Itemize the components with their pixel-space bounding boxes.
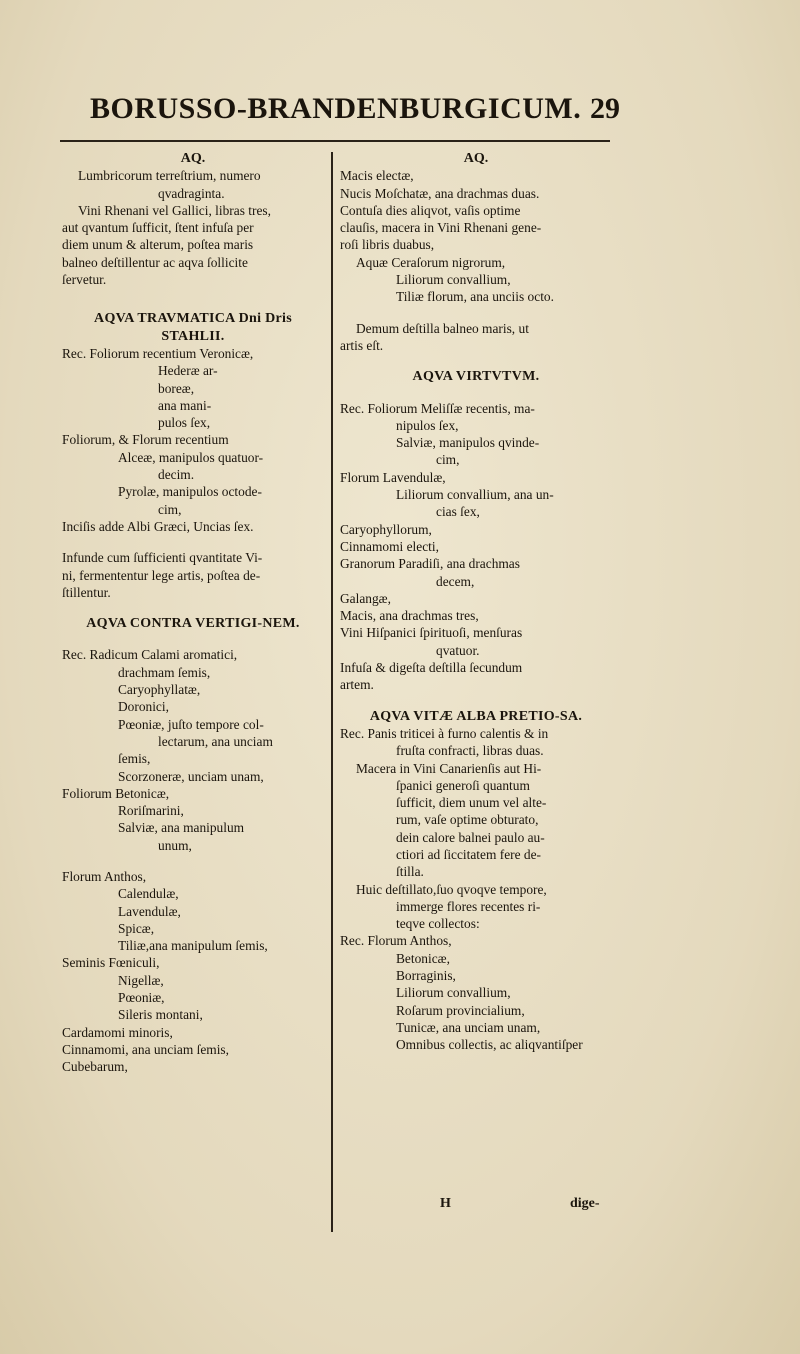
text-line: diem unum & alterum, poſtea maris [62,237,254,253]
spacer [62,854,324,868]
text-line: rum, vaſe optime obturato, [396,812,539,828]
text-line: Inciſis adde Albi Græci, Uncias ſex. [62,518,254,534]
text-line: Cubebarum, [62,1059,128,1075]
text-line: ſervetur. [62,272,107,288]
text-line: cias ſex, [436,504,480,520]
text-line: Betonicæ, [396,950,450,966]
text-line: Hederæ ar- [158,363,218,379]
text-line: Roſarum provincialium, [396,1002,525,1018]
text-line: Alceæ, manipulos quatuor- [118,449,264,465]
text-line: Roriſmarini, [118,803,184,819]
left-catch: AQ. [180,151,206,166]
text-line: ſtillentur. [62,584,111,600]
text-line: Galangæ, [340,590,391,606]
page-number: 29 [590,92,620,125]
text-line: Lumbricorum terreſtrium, numero [78,168,261,184]
text-line: Foliorum, & Florum recentium [62,432,229,448]
text-line: Macis electæ, [340,168,414,184]
text-line: Florum Anthos, [62,868,147,884]
spacer [62,535,324,549]
text-line: roſi libris duabus, [340,237,435,253]
text-line: Salviæ, manipulos qvinde- [396,435,540,451]
text-line: qvadraginta. [158,185,225,201]
text-line: Huic deſtillato,ſuo qvoqve tempore, [356,881,547,897]
text-line: ſufficit, diem unum vel alte- [396,795,547,811]
spacer [340,386,612,400]
text-line: Liliorum convallium, ana un- [396,487,554,503]
text-line: Seminis Fœniculi, [62,955,160,971]
text-line: Rec. Foliorum Meliſſæ recentis, ma- [340,400,535,416]
right-catch: AQ. [463,151,489,166]
text-line: dein calore balnei paulo au- [396,829,545,845]
text-line: Pyrolæ, manipulos octode- [118,484,262,500]
signature-mark: H [440,1196,451,1211]
text-line: Rec. Florum Anthos, [340,933,452,949]
text-line: decem, [436,573,475,589]
text-line: unum, [158,837,192,853]
text-line: Sileris montani, [118,1007,203,1023]
running-title: BORUSSO-BRANDENBURGICUM. [90,92,582,125]
text-line: Vini Rhenani vel Gallici, libras tres, [78,202,271,218]
text-line: nipulos ſex, [396,417,459,433]
text-line: ſemis, [118,751,151,767]
text-line: Cinnamomi electi, [340,538,439,554]
text-line: Doronici, [118,699,169,715]
text-line: teqve collectos: [396,916,480,932]
text-line: qvatuor. [436,642,480,658]
spacer [340,694,612,708]
text-line: lectarum, ana unciam [158,733,273,749]
text-line: boreæ, [158,380,195,396]
text-line: Borraginis, [396,968,456,984]
text-line: Infuſa & digeſta deſtilla ſecundum [340,660,523,676]
text-line: Nucis Moſchatæ, ana drachmas duas. [340,185,540,201]
text-line: Macis, ana drachmas tres, [340,608,479,624]
section-heading: AQVA TRAVMATICA Dni Dris STAHLII. [94,311,292,344]
text-line: ctiori ad ſiccitatem fere de- [396,846,541,862]
text-line: decim. [158,467,195,483]
text-line: Caryophyllorum, [340,521,432,537]
text-line: ſtilla. [396,864,424,880]
text-line: cim, [436,452,460,468]
text-line: Cardamomi minoris, [62,1024,173,1040]
text-line: Nigellæ, [118,972,164,988]
column-divider [331,152,333,1232]
text-line: Tunicæ, ana unciam unam, [396,1019,541,1035]
text-line: fruſta confracti, libras duas. [396,743,544,759]
text-line: Rec. Panis triticei à furno calentis & in [340,725,549,741]
section-heading: AQVA VIRTVTVM. [412,369,540,385]
text-line: Tiliæ florum, ana unciis octo. [396,289,554,305]
spacer [62,632,324,646]
text-line: Pœoniæ, juſto tempore col- [118,716,264,732]
text-line: cim, [158,501,182,517]
spacer [62,288,324,310]
right-column [340,150,612,1054]
text-line: Omnibus collectis, ac aliqvantiſper [396,1037,583,1053]
text-line: Foliorum Betonicæ, [62,785,170,801]
text-line: ſpanici generoſi quantum [396,777,530,793]
section-heading: AQVA VITÆ ALBA PRETIO-SA. [369,708,583,724]
text-line: Tiliæ,ana manipulum ſemis, [118,938,268,954]
text-line: Granorum Paradiſi, ana drachmas [340,556,520,572]
text-line: Rec. Foliorum recentium Veronicæ, [62,345,254,361]
text-line: artis eſt. [340,337,384,353]
text-line: Liliorum convallium, [396,272,511,288]
text-line: Macera in Vini Canarienſis aut Hi- [356,760,542,776]
spacer [340,306,612,320]
text-line: Infunde cum ſufficienti qvantitate Vi- [62,550,263,566]
text-line: clauſis, macera in Vini Rhenani gene- [340,220,542,236]
catchword: dige- [570,1196,600,1211]
text-line: Rec. Radicum Calami aromatici, [62,647,238,663]
section-heading: AQVA CONTRA VERTIGI-NEM. [86,616,300,632]
text-line: immerge flores recentes ri- [396,898,541,914]
text-line: Vini Hiſpanici ſpirituoſi, menſuras [340,625,523,641]
header-rule [60,140,610,142]
text-line: Liliorum convallium, [396,985,511,1001]
text-line: Cinnamomi, ana unciam ſemis, [62,1041,229,1057]
text-line: Pœoniæ, [118,990,165,1006]
text-line: pulos ſex, [158,415,211,431]
text-line: ana mani- [158,397,212,413]
text-line: Calendulæ, [118,886,179,902]
text-line: ni, fermententur lege artis, poſtea de- [62,567,261,583]
text-line: artem. [340,677,374,693]
text-line: Aquæ Ceraſorum nigrorum, [356,254,506,270]
text-line: Lavendulæ, [118,903,181,919]
text-line: drachmam ſemis, [118,664,211,680]
text-line: Scorzoneræ, unciam unam, [118,768,264,784]
spacer [340,354,612,368]
text-line: Spicæ, [118,920,155,936]
text-line: Salviæ, ana manipulum [118,820,245,836]
page-header [90,92,650,138]
left-column [62,150,324,1076]
text-line: balneo deſtillentur ac aqva ſollicite [62,254,248,270]
text-line: Demum deſtilla balneo maris, ut [356,320,529,336]
text-line: aut qvantum ſufficit, ſtent infuſa per [62,220,254,236]
spacer [62,601,324,615]
text-line: Caryophyllatæ, [118,682,201,698]
text-line: Contuſa dies aliqvot, vaſis optime [340,202,521,218]
text-line: Florum Lavendulæ, [340,469,446,485]
